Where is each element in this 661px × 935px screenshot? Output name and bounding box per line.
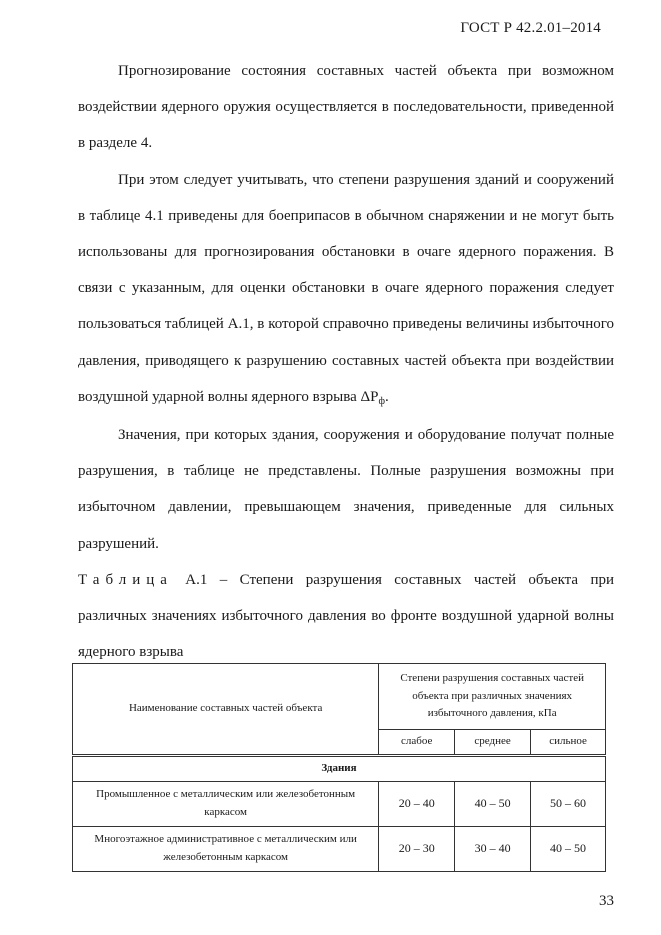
paragraph-2: [78, 162, 614, 417]
table-caption-word: Таблица: [78, 571, 173, 588]
table-cell-weak: 20 – 40: [379, 782, 455, 827]
document-body: [78, 53, 614, 670]
document-header: ГОСТ Р 42.2.01–2014: [460, 20, 601, 36]
table-cell-medium: 30 – 40: [455, 827, 531, 872]
header-degree-medium: среднее: [455, 730, 531, 756]
pressure-table: [72, 663, 606, 872]
header-degree: Степени разрушения составных частей объекта при различных значениях избыточного давления, кПа: [379, 664, 606, 730]
table-caption: [78, 562, 614, 671]
paragraph-3: Значения, при которых здания, сооружения и оборудование получат полные разрушения, в таблице не представлены. Полные разрушения возможны при избыточном давлении, превышающем значения, приведенные для сильных разрушений.: [78, 427, 614, 552]
paragraph-2-text: При этом следует учитывать, что степени разрушения зданий и сооружений в таблице 4.1 приведены для боеприпасов в обычном снаряжении и не могут быть использованы для прогнозирования обстановки в очаге ядерного поражения. В связи с указанным, для оценки обстановки в очаге ядерного поражения следует пользоваться таблицей А.1, в которой справочно приведены величины избыточного давления, приводящего к разрушению составных частей объекта при воздействии воздушной ударной волны ядерного взрыва ΔР: [78, 171, 614, 405]
paragraph-2-end: .: [385, 388, 389, 405]
header-degree-weak: слабое: [379, 730, 455, 756]
header-degree-strong: сильное: [531, 730, 606, 756]
table-cell-medium: 40 – 50: [455, 782, 531, 827]
header-component-name: Наименование составных частей объекта: [73, 664, 379, 756]
page-number: 33: [599, 893, 614, 909]
paragraph-1: Прогнозирование состояния составных частей объекта при возможном воздействии ядерного оружия осуществляется в последовательности, приведенной в разделе 4.: [78, 63, 614, 152]
table-cell-strong: 50 – 60: [531, 782, 606, 827]
table-row-name: Промышленное с металлическим или железобетонным каркасом: [73, 782, 379, 827]
table-caption-text: А.1 – Степени разрушения составных частей объекта при различных значениях избыточного давления во фронте воздушной ударной волны ядерного взрыва: [78, 571, 614, 661]
table-row-name: Многоэтажное административное с металлическим или железобетонным каркасом: [73, 827, 379, 872]
section-buildings: Здания: [73, 756, 606, 782]
table-cell-strong: 40 – 50: [531, 827, 606, 872]
table-cell-weak: 20 – 30: [379, 827, 455, 872]
pressure-subscript: ф: [378, 395, 385, 407]
